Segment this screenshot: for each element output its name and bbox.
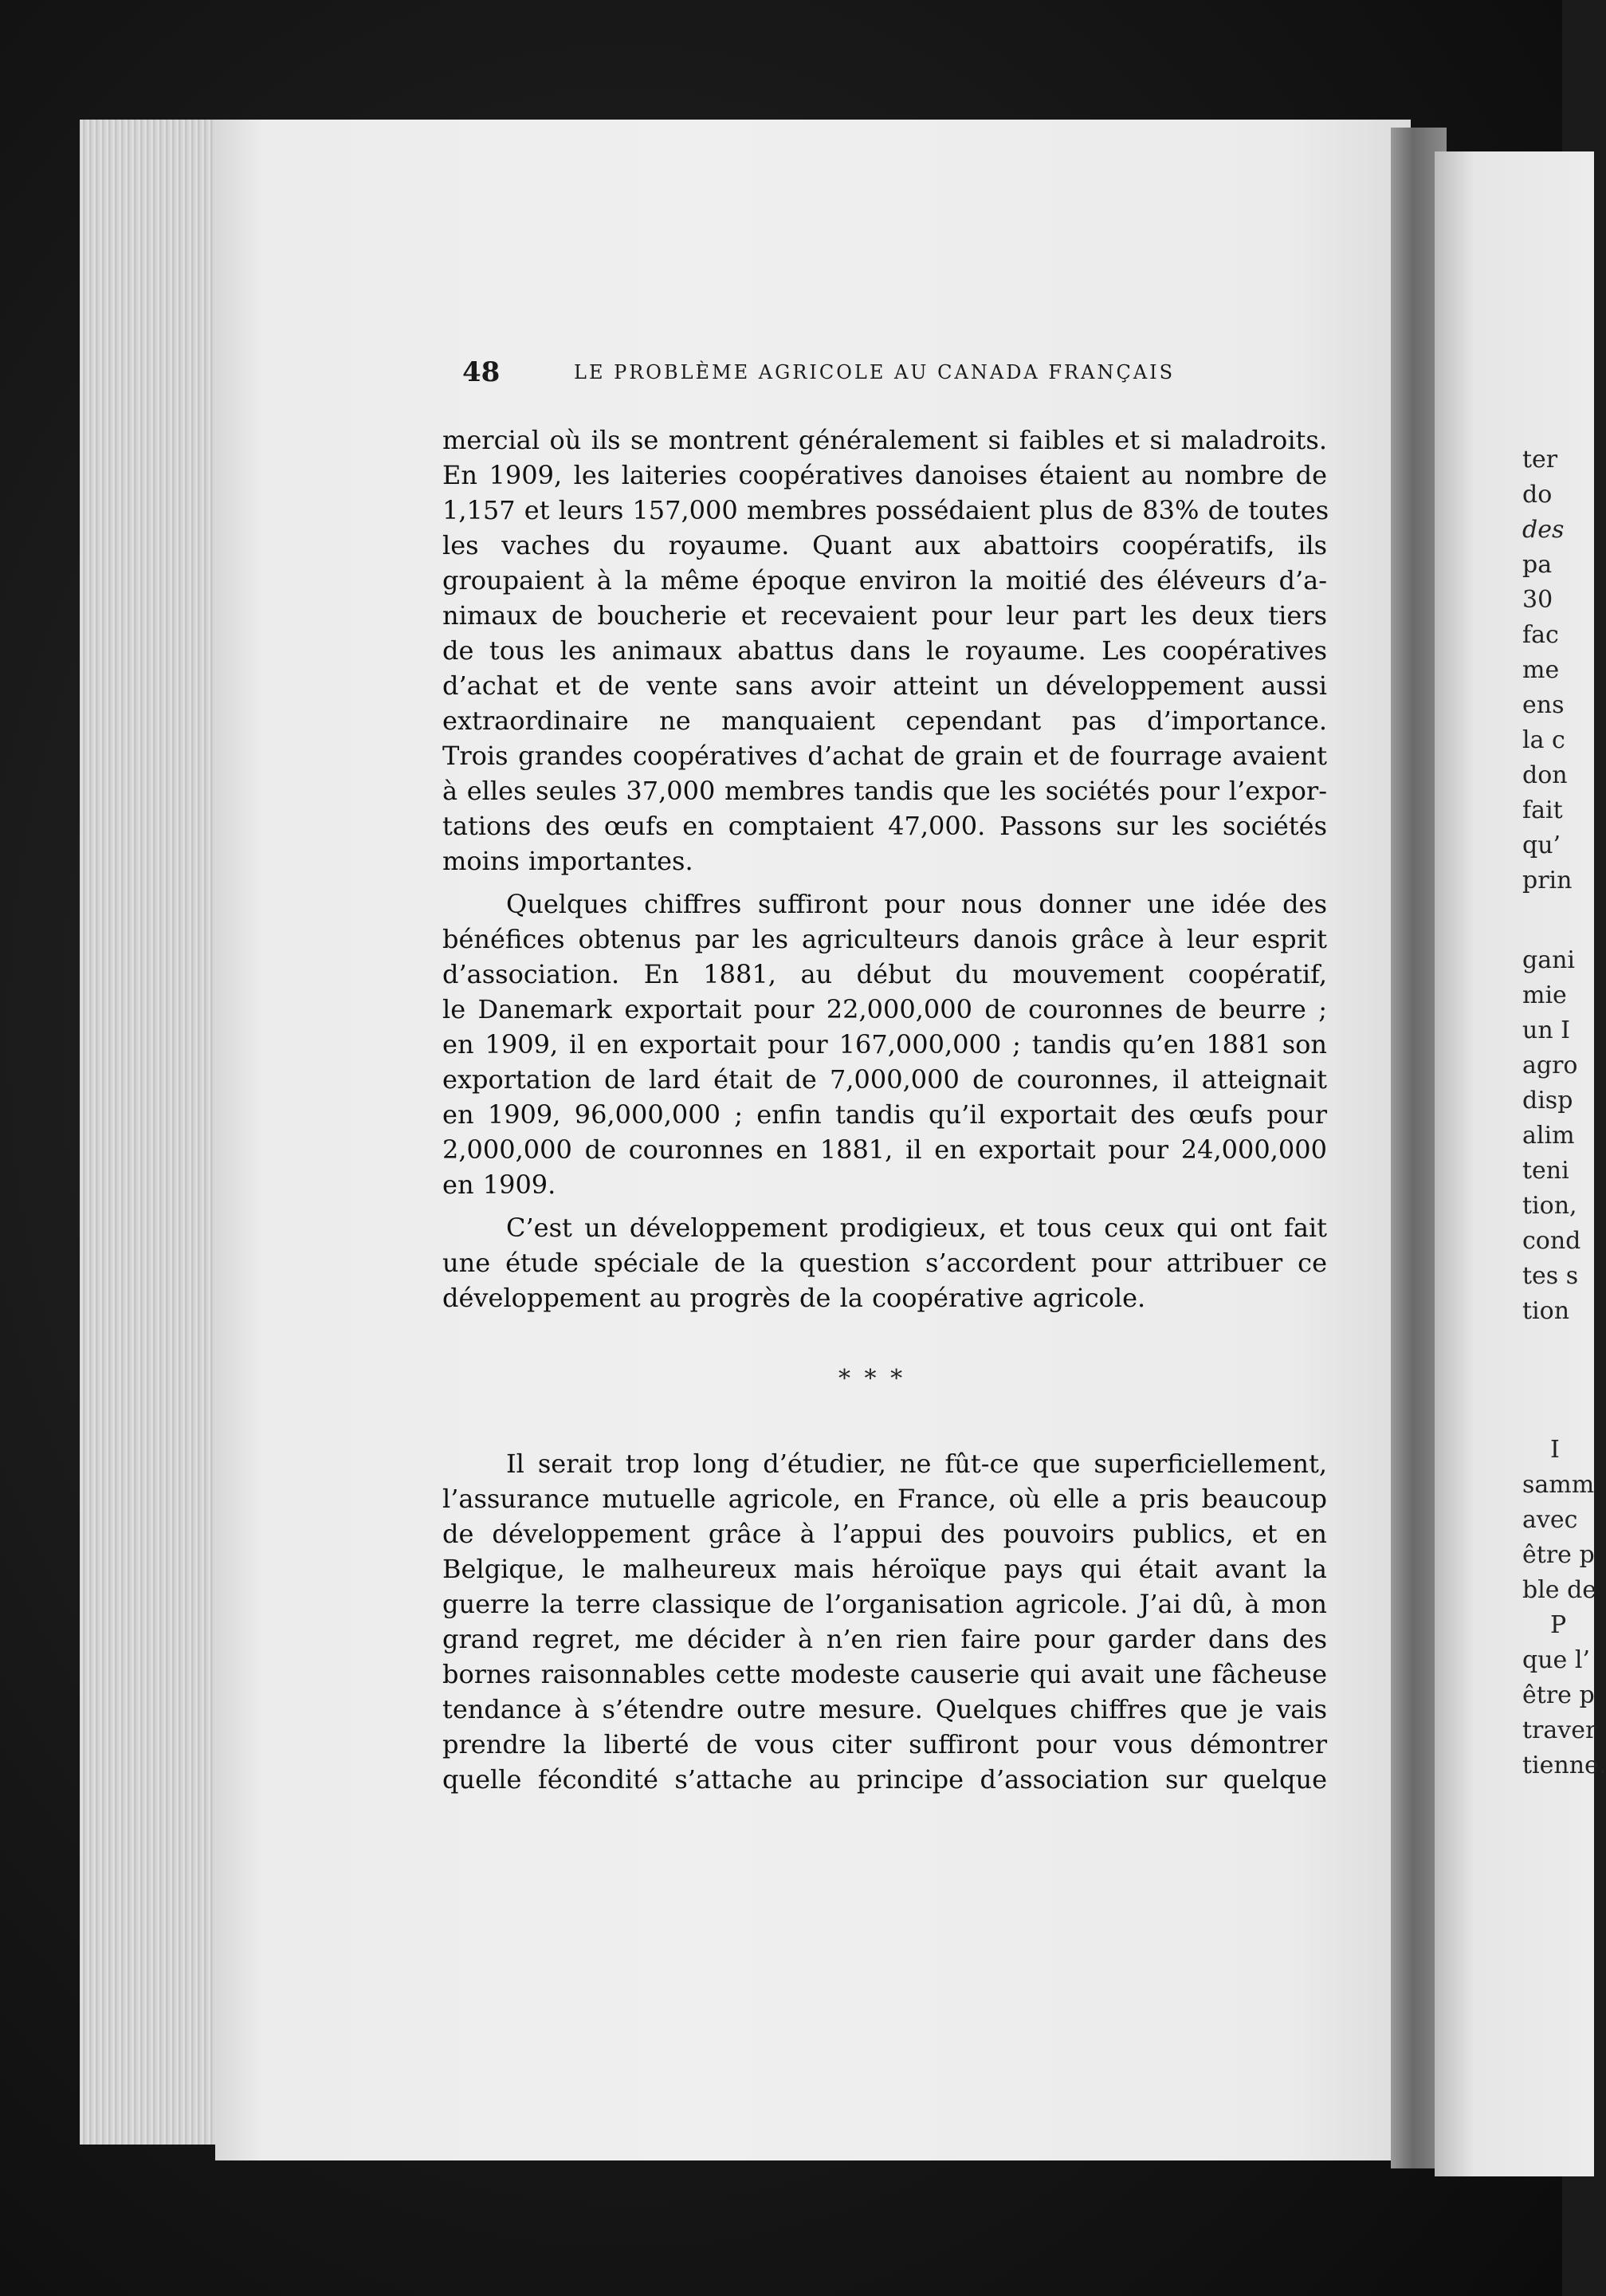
facing-fragment: que l’ <box>1522 1646 1590 1674</box>
text-line: Quelques chiffres suffiront pour nous donner une idée des <box>506 889 1327 919</box>
text-line: 1,157 et leurs 157,000 membres possédaient plus de 83% de toutes <box>442 495 1329 525</box>
text-line: mercial où ils se montrent généralement si faibles et si maladroits. <box>442 425 1327 455</box>
text-line: de développement grâce à l’appui des pouvoirs publics, et en <box>442 1519 1327 1549</box>
facing-fragment: être p <box>1522 1681 1595 1709</box>
facing-fragment: tienne. <box>1522 1751 1606 1779</box>
facing-fragment: ter <box>1522 446 1558 474</box>
facing-fragment: samm <box>1522 1471 1595 1499</box>
facing-fragment: disp <box>1522 1087 1573 1115</box>
facing-fragment: des <box>1522 516 1565 544</box>
text-line: développement au progrès de la coopérative agricole. <box>442 1283 1146 1313</box>
running-title: LE PROBLÈME AGRICOLE AU CANADA FRANÇAIS <box>574 361 1176 383</box>
facing-fragment: mie <box>1522 981 1567 1009</box>
running-head <box>462 356 1323 396</box>
facing-fragment: ble de <box>1522 1576 1597 1604</box>
page-number: 48 <box>462 356 501 388</box>
facing-fragment: tion, <box>1522 1192 1577 1220</box>
facing-fragment: pa <box>1522 551 1553 579</box>
paragraph-2 <box>442 887 1327 1202</box>
text-line: groupaient à la même époque environ la moitié des éléveurs d’a- <box>442 565 1327 596</box>
text-line: bornes raisonnables cette modeste causerie qui avait une fâcheuse <box>442 1659 1327 1689</box>
text-line: Trois grandes coopératives d’achat de grain et de fourrage avaient <box>442 741 1327 771</box>
text-line: à elles seules 37,000 membres tandis que les sociétés pour l’expor- <box>442 776 1327 806</box>
facing-fragment: traver <box>1522 1716 1597 1744</box>
text-line: Belgique, le malheureux mais héroïque pays qui était avant la <box>442 1554 1327 1584</box>
text-line: prendre la liberté de vous citer suffiront pour vous démontrer <box>442 1729 1327 1759</box>
text-line: d’achat et de vente sans avoir atteint un développement aussi <box>442 670 1327 701</box>
text-line: tendance à s’étendre outre mesure. Quelques chiffres que je vais <box>442 1694 1327 1724</box>
facing-fragment: qu’ <box>1522 832 1561 859</box>
text-line: de tous les animaux abattus dans le royaume. Les coopératives <box>442 635 1327 666</box>
facing-fragment: avec <box>1522 1506 1578 1534</box>
text-line: tations des œufs en comptaient 47,000. Passons sur les sociétés <box>442 811 1327 841</box>
facing-fragment: prin <box>1522 867 1573 894</box>
text-line: exportation de lard était de 7,000,000 de couronnes, il atteignait <box>442 1064 1327 1095</box>
text-line: 2,000,000 de couronnes en 1881, il en exportait pour 24,000,000 <box>442 1134 1327 1165</box>
text-line: C’est un développement prodigieux, et tous ceux qui ont fait <box>506 1213 1327 1243</box>
text-line: en 1909. <box>442 1170 556 1200</box>
paragraph-1 <box>442 423 1327 879</box>
text-line: en 1909, il en exportait pour 167,000,000 ; tandis qu’en 1881 son <box>442 1029 1327 1060</box>
text-line: le Danemark exportait pour 22,000,000 de couronnes de beurre ; <box>442 994 1327 1024</box>
facing-fragment: fac <box>1522 621 1559 649</box>
text-line: Il serait trop long d’étudier, ne fût-ce que superficiellement, <box>506 1449 1327 1479</box>
facing-fragment: cond <box>1522 1227 1581 1255</box>
facing-fragment: 30 <box>1522 586 1553 614</box>
text-line: bénéfices obtenus par les agriculteurs danois grâce à leur esprit <box>442 924 1327 954</box>
text-line: nimaux de boucherie et recevaient pour leur part les deux tiers <box>442 600 1327 631</box>
facing-fragment: agro <box>1522 1052 1578 1079</box>
text-line: moins importantes. <box>442 846 693 876</box>
facing-fragment: me <box>1522 656 1560 684</box>
facing-fragment: gani <box>1522 946 1576 974</box>
facing-fragment: alim <box>1522 1122 1575 1150</box>
text-line: guerre la terre classique de l’organisation agricole. J’ai dû, à mon <box>442 1589 1327 1619</box>
paragraph-4 <box>442 1446 1327 1797</box>
text-line: d’association. En 1881, au début du mouvement coopératif, <box>442 959 1327 989</box>
section-break-asterism: * * * <box>838 1365 906 1393</box>
text-line: les vaches du royaume. Quant aux abattoirs coopératifs, ils <box>442 530 1327 560</box>
facing-fragment: P <box>1550 1611 1567 1639</box>
facing-fragment: do <box>1522 481 1553 509</box>
text-line: grand regret, me décider à n’en rien faire pour garder dans des <box>442 1624 1327 1654</box>
facing-fragment: un I <box>1522 1016 1571 1044</box>
text-line: en 1909, 96,000,000 ; enfin tandis qu’il exportait des œufs pour <box>442 1099 1327 1130</box>
facing-fragment: la c <box>1522 726 1565 754</box>
facing-fragment: être p <box>1522 1541 1595 1569</box>
text-line: En 1909, les laiteries coopératives danoises étaient au nombre de <box>442 460 1327 490</box>
facing-fragment: tion <box>1522 1297 1570 1325</box>
facing-fragment: fait <box>1522 796 1563 824</box>
facing-fragment: tes s <box>1522 1262 1579 1290</box>
facing-fragment: don <box>1522 761 1568 789</box>
paragraph-3 <box>442 1210 1327 1315</box>
text-line: extraordinaire ne manquaient cependant pas d’importance. <box>442 706 1327 736</box>
facing-fragment: teni <box>1522 1157 1569 1185</box>
facing-page <box>1435 151 1606 2176</box>
facing-fragment: ens <box>1522 691 1565 719</box>
text-line: quelle fécondité s’attache au principe d’association sur quelque <box>442 1764 1327 1795</box>
book-page-edges <box>80 120 231 2145</box>
facing-fragment: I <box>1550 1436 1560 1464</box>
text-line: l’assurance mutuelle agricole, en France, où elle a pris beaucoup <box>442 1484 1327 1514</box>
text-line: une étude spéciale de la question s’accordent pour attribuer ce <box>442 1248 1327 1278</box>
